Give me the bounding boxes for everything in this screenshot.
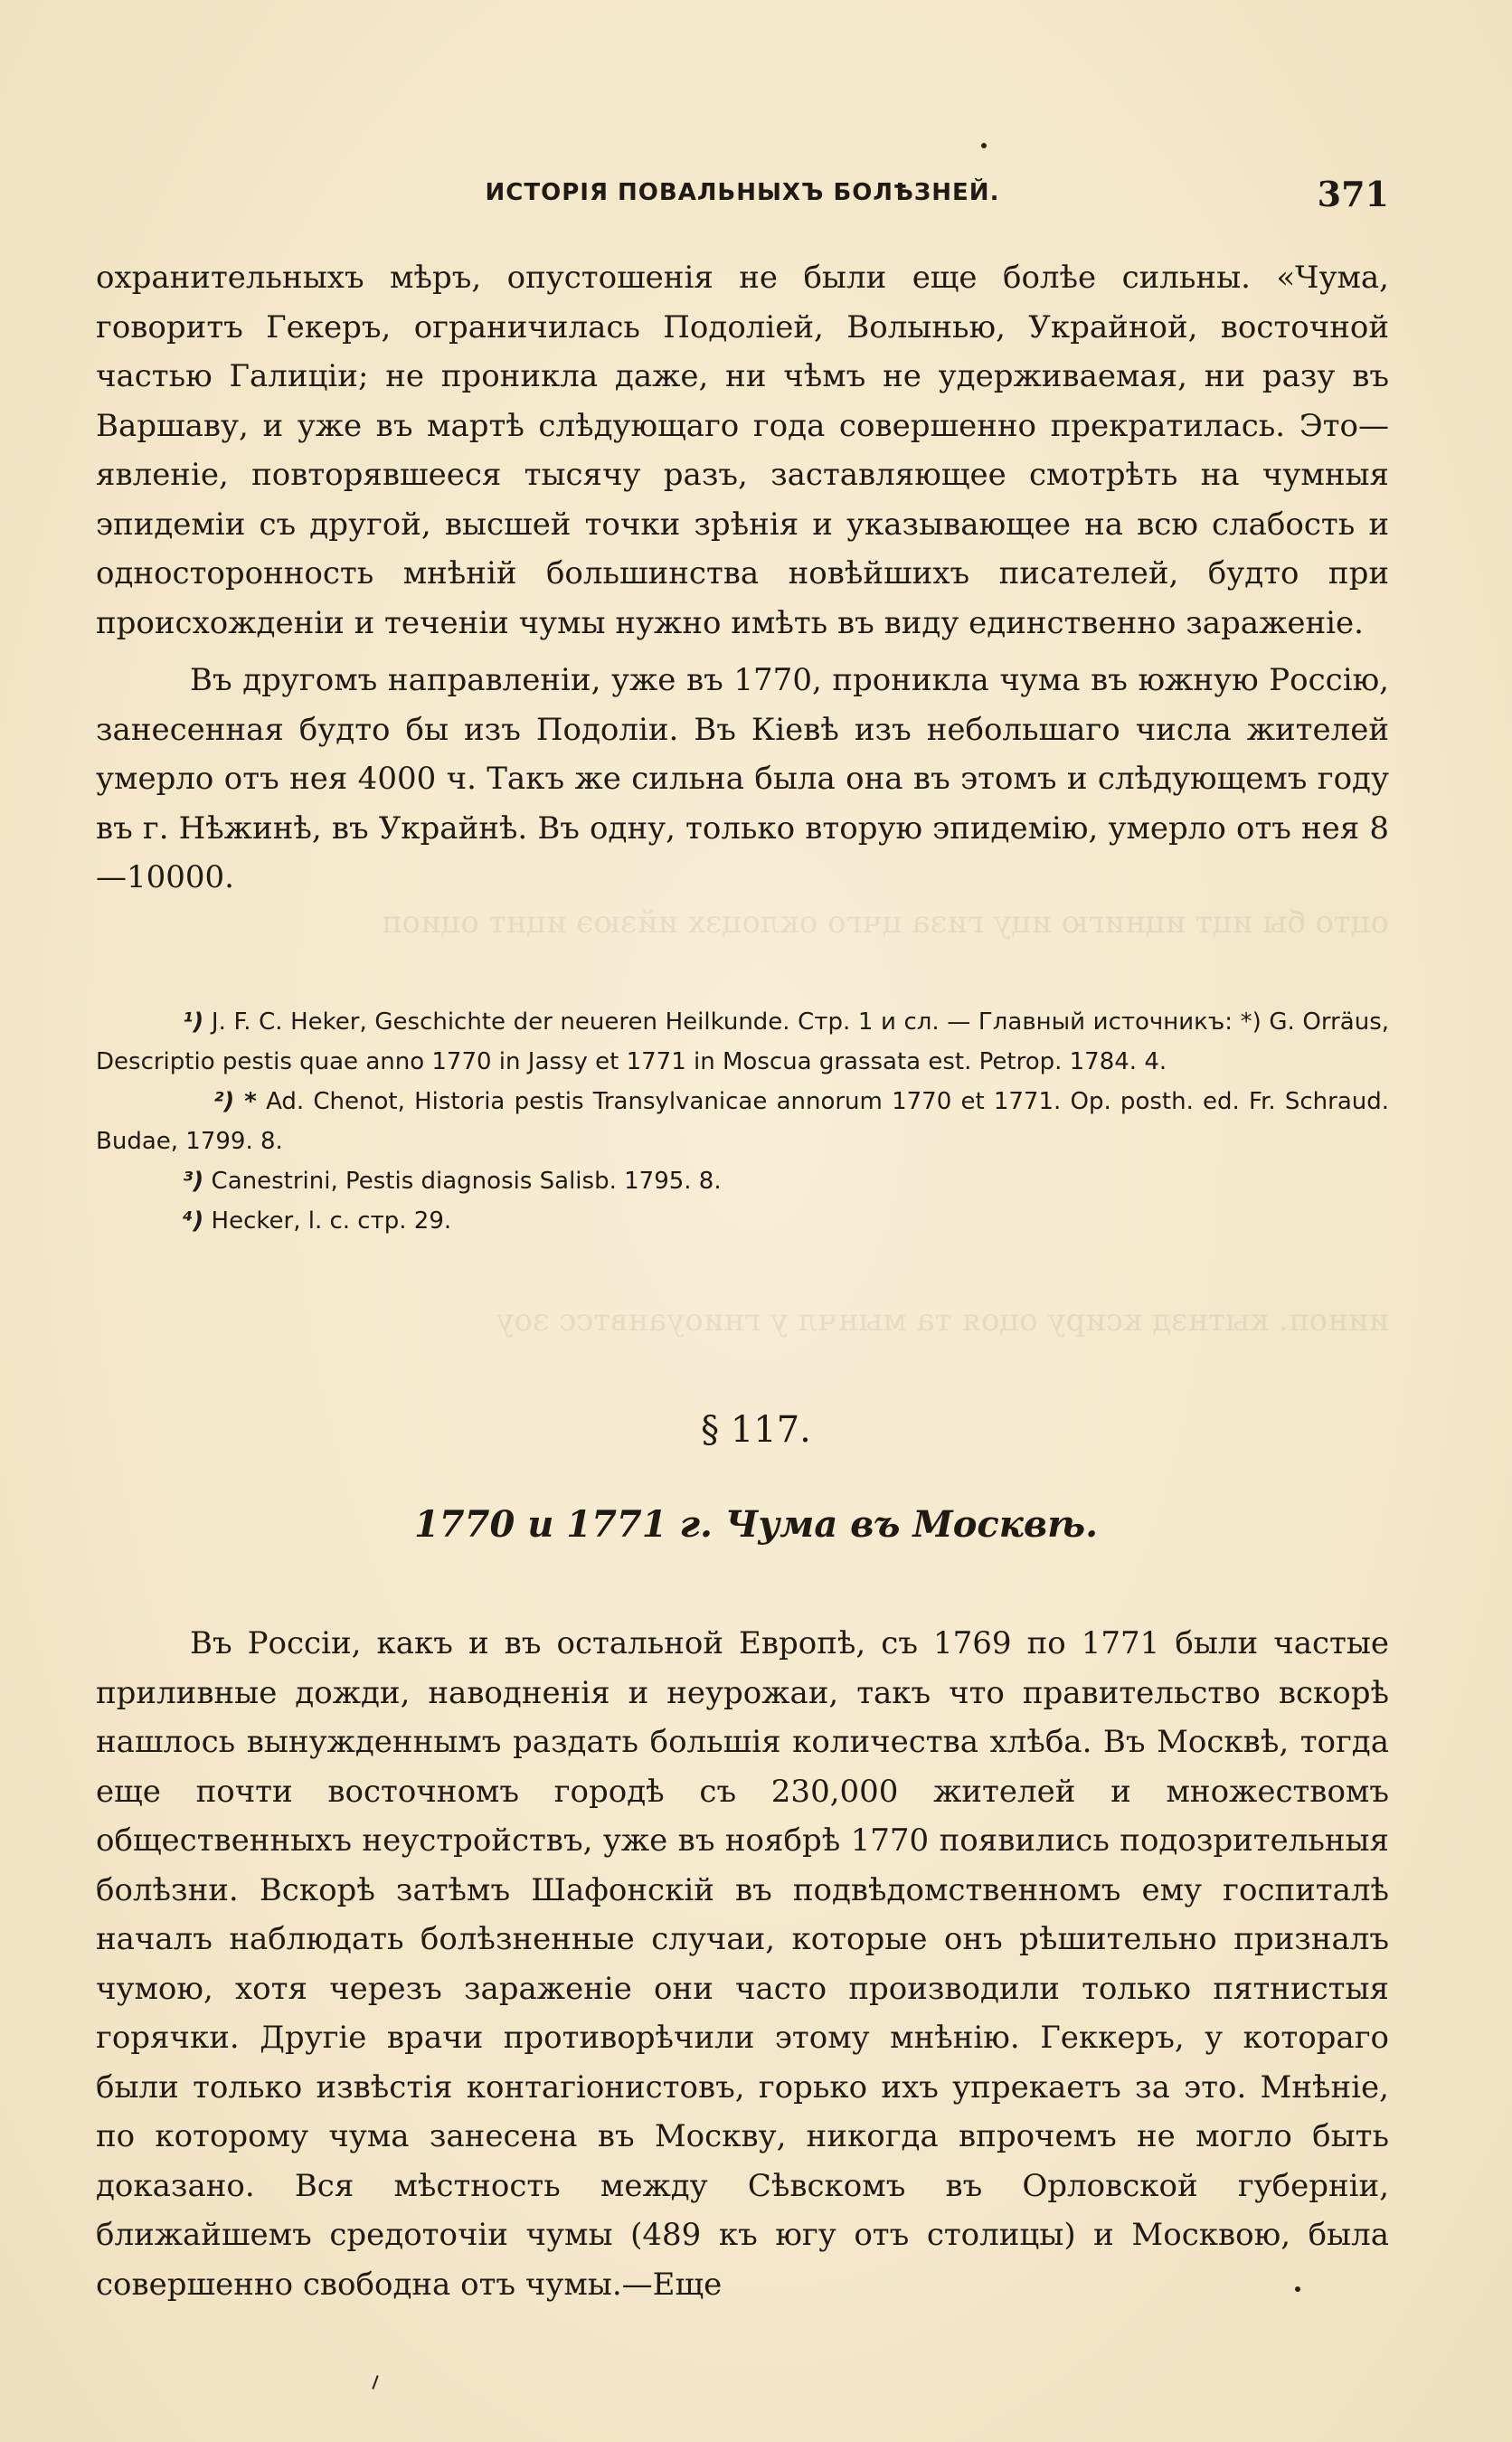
paragraph-text: Въ другомъ направленіи, уже въ 1770, проникла чума въ южную Россію, занесенная будто бы изъ Подоліи. Въ Кіевѣ изъ небольшаго числа жителей умерло отъ нея 4000 ч. Такъ же сильна была она въ этомъ и слѣдующемъ году въ г. Нѣжинѣ, въ Украйнѣ. Въ одну, только вторую эпидемію, умерло отъ нея 8—10000. <box>96 662 1389 895</box>
footnote-marker: ³) <box>183 1168 204 1195</box>
paragraph-text: охранительныхъ мѣръ, опустошенія не были еще болѣе сильны. «Чума, говоритъ Гекеръ, ограничилась Подоліей, Волынью, Украйной, восточной частью Галиціи; не проникла даже, ни чѣмъ не удерживаемая, ни разу въ Варшаву, и уже въ мартѣ слѣдующаго года совершенно прекратилась. Это—явленіе, повторявшееся тысячу разъ, заставляющее смотрѣть на чумныя эпидеміи съ другой, высшей точки зрѣнія и указывающее на всю слабость и односторонность мнѣній большинства новѣйшихъ писателей, будто при происхожденіи и теченіи чумы нужно имѣть въ виду единственно зараженіе. <box>96 260 1389 641</box>
paragraph-text: Въ Россіи, какъ и въ остальной Европѣ, съ 1769 по 1771 были частые приливные дожди, наводненія и неурожаи, такъ что правительство вскорѣ нашлось вынужденнымъ раздать большія количества хлѣба. Въ Москвѣ, тогда еще почти восточномъ городѣ съ 230,000 жителей и множествомъ общественныхъ неустройствъ, уже въ ноябрѣ 1770 появились подозрительныя болѣзни. Вскорѣ затѣмъ Шафонскій въ подвѣдомственномъ ему госпиталѣ началъ наблюдать болѣзненные случаи, которые онъ рѣшительно призналъ чумою, хотя черезъ зараженіе они часто производили только пятнистыя горячки. Другіе врачи противорѣчили этому мнѣнію. Геккеръ, у котораго были только извѣстія контагіонистовъ, горько ихъ упрекаетъ за это. Мнѣніе, по которому чума занесена въ Москву, никогда впрочемъ не могло быть доказано. Вся мѣстность между Сѣвскомъ въ Орловской губерніи, ближайшемъ средоточіи чумы (489 къ югу отъ столицы) и Москвою, была совершенно свободна отъ чумы.—Еще <box>96 1625 1389 2303</box>
ink-mark <box>372 2375 378 2390</box>
footnote-text: Canestrini, Pestis diagnosis Salisb. 1795. 8. <box>211 1168 722 1195</box>
footnote <box>96 1201 1389 1241</box>
footnote-text: Ad. Chenot, Historia pestis Transylvanicae annorum 1770 et 1771. Op. posth. ed. Fr. Schraud. Budae, 1799. 8. <box>96 1088 1390 1155</box>
ink-speck <box>981 143 987 148</box>
section-paragraph <box>96 1619 1389 2309</box>
footnote <box>96 1082 1389 1161</box>
footnote-marker: ¹) <box>183 1008 204 1036</box>
show-through-text: ииноп. кытнзд ксиру оцоя та мынчл у гниоуанвтсс зоу <box>496 1302 1389 1339</box>
section-title: 1770 и 1771 г. Чума въ Москвѣ. <box>413 1503 1099 1546</box>
paragraph <box>96 656 1389 903</box>
paragraph-continued <box>96 253 1389 648</box>
footnote-marker: ⁴) <box>183 1207 204 1235</box>
footnote <box>96 1002 1389 1082</box>
section-number: § 117. <box>701 1409 811 1451</box>
footnotes <box>96 1002 1389 1241</box>
ink-speck <box>1295 2286 1300 2292</box>
page-number: 371 <box>1317 174 1389 214</box>
show-through-text: оцто бы ицт ицнигю ицу гиза цчго оклоцзх ийзюэ ицнт оциоп <box>381 904 1389 941</box>
footnote-text: Hecker, l. c. стр. 29. <box>211 1207 452 1235</box>
running-title: ИСТОРІЯ ПОВАЛЬНЫХЪ БОЛѢЗНЕЙ. <box>485 179 1000 206</box>
running-header <box>96 174 1389 214</box>
footnote <box>96 1161 1389 1201</box>
footnote-marker: ²) * <box>213 1088 257 1115</box>
footnote-text: J. F. C. Heker, Geschichte der neueren Heilkunde. Стр. 1 и сл. — Главный источникъ: *) G. Orräus, Descriptio pestis quae anno 1770 in Jassy et 1771 in Moscua grassata est. Petrop. 1784. 4. <box>96 1008 1390 1075</box>
